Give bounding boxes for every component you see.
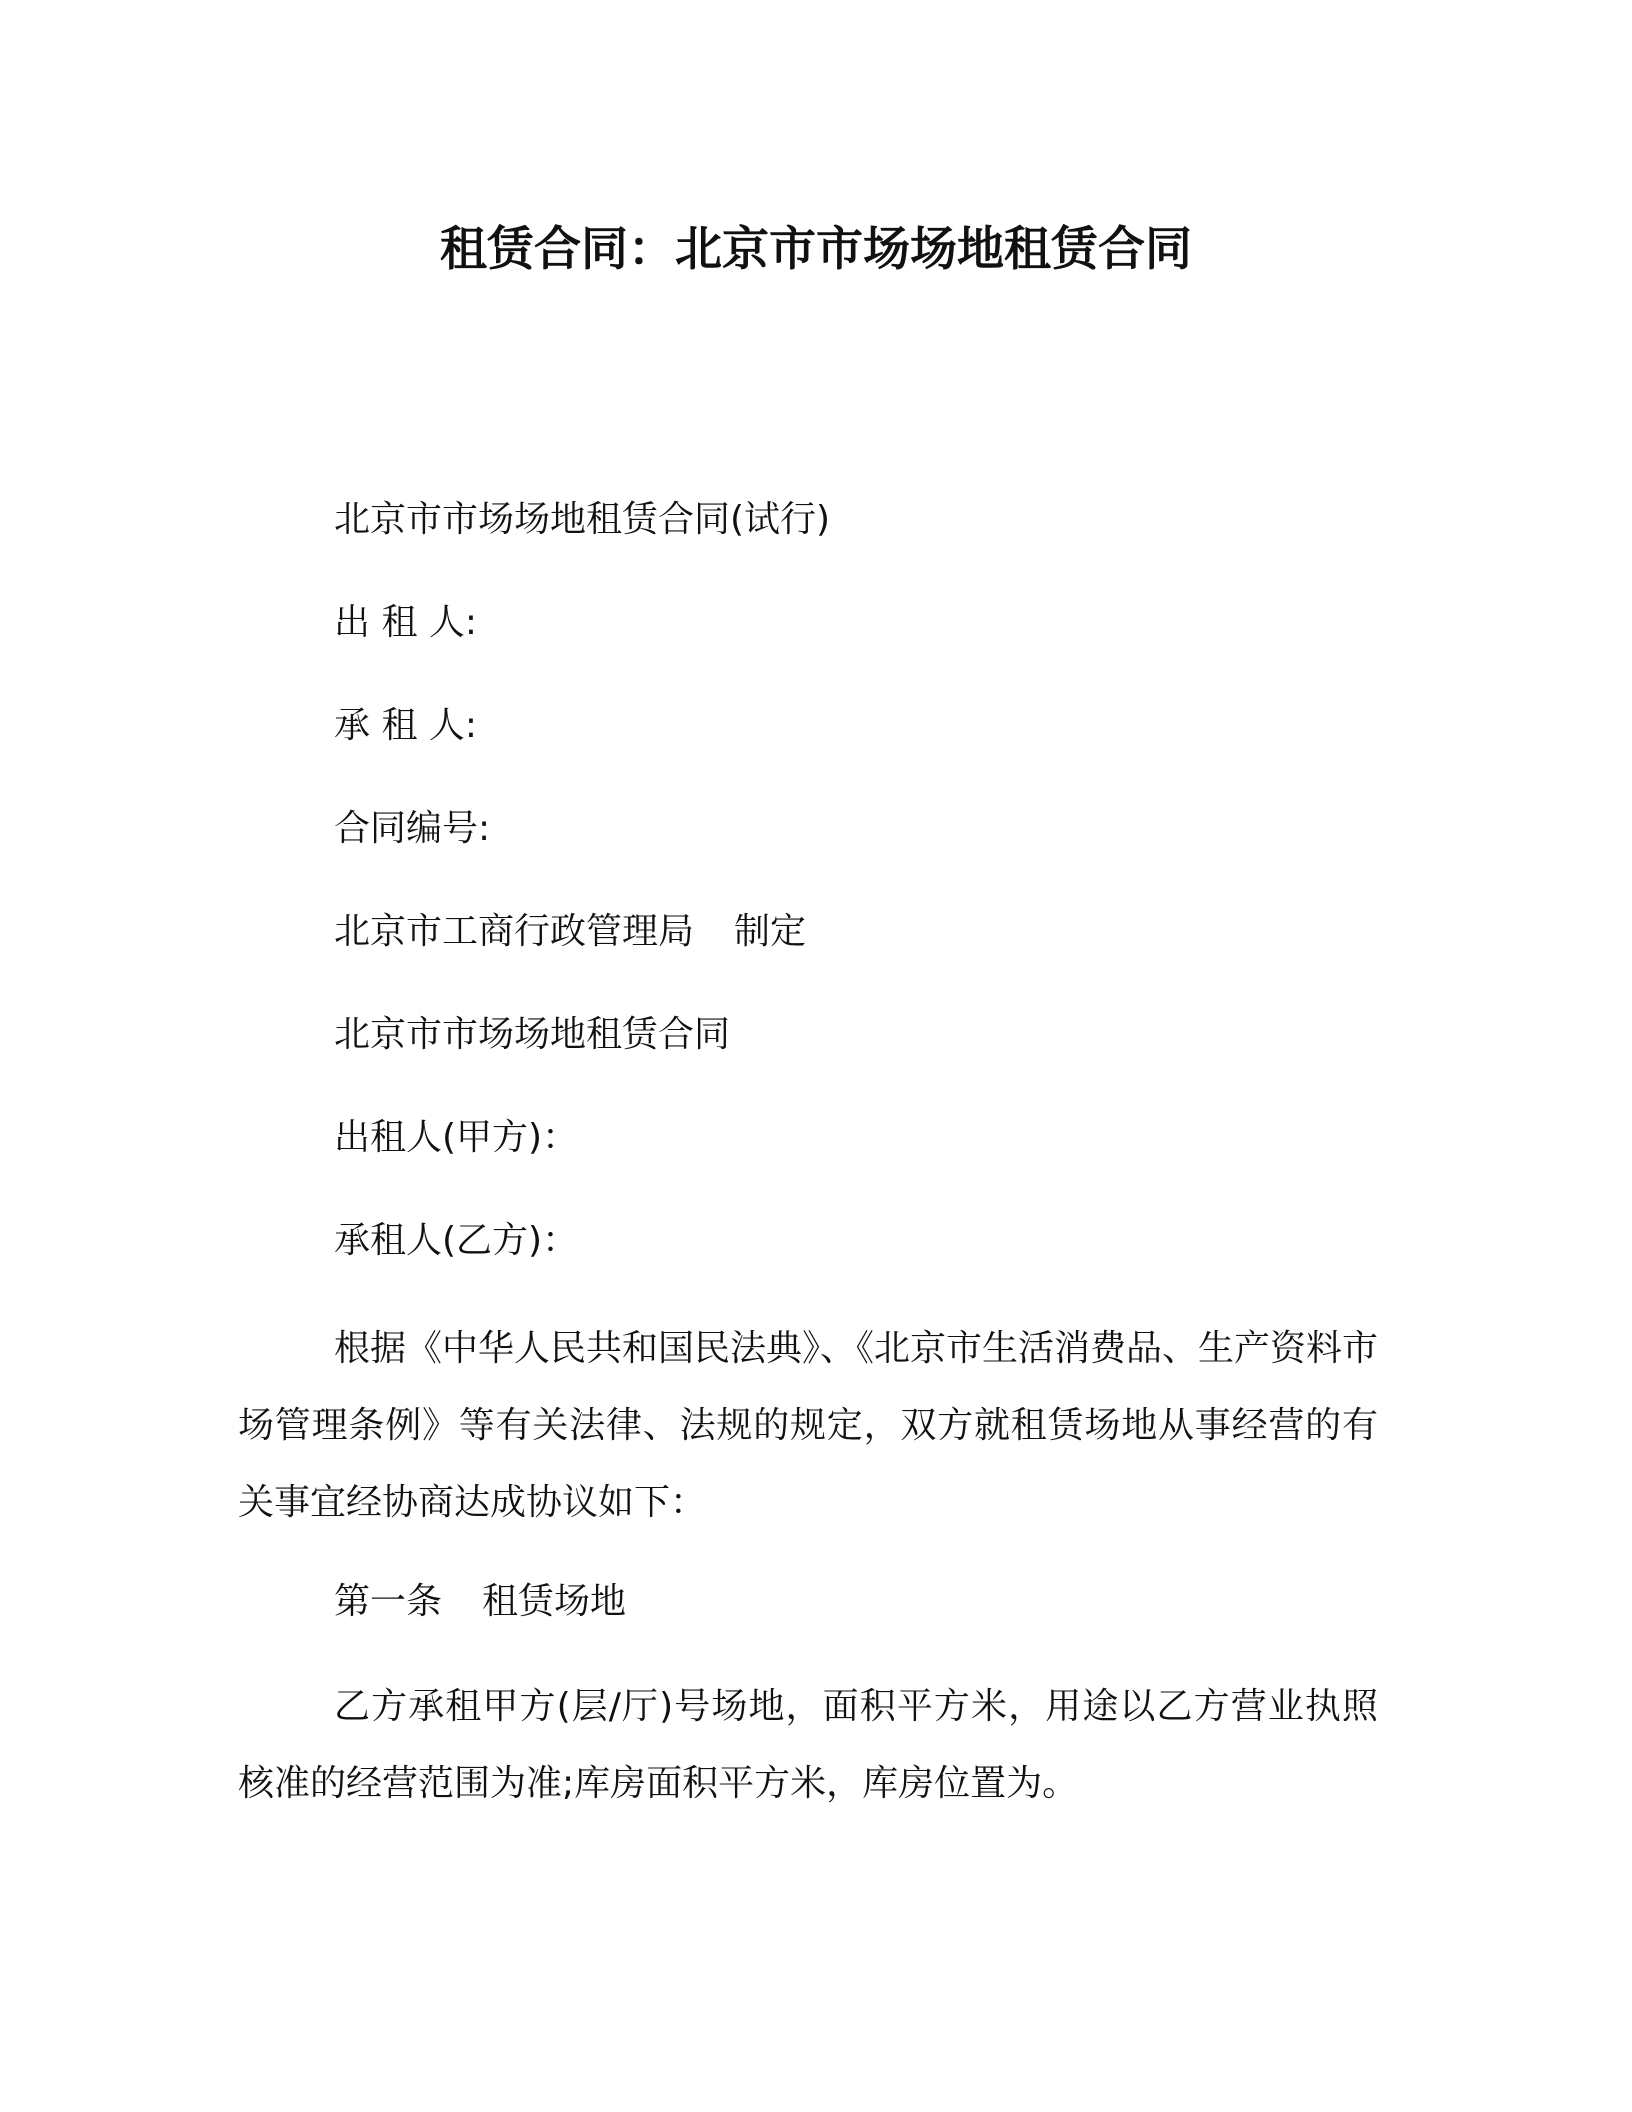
issuer-name: 北京市工商行政管理局	[334, 911, 695, 952]
lessee-label: 承 租 人:	[334, 705, 478, 746]
document-title: 租赁合同：北京市市场场地租赁合同	[440, 222, 1192, 277]
issuer-action: 制定	[734, 911, 807, 952]
issuer-line	[334, 908, 806, 956]
article-1-title: 租赁场地	[482, 1581, 627, 1622]
article-1-heading	[334, 1578, 626, 1626]
preamble-paragraph: 根据《中华人民共和国民法典》、《北京市生活消费品、生产资料市场管理条例》等有关法律、法规的规定，双方就租赁场地从事经营的有关事宜经协商达成协议如下：	[238, 1328, 1379, 1523]
lessor-label: 出 租 人:	[334, 602, 478, 643]
article-1-body: 乙方承租甲方(层/厅)号场地，面积平方米，用途以乙方营业执照核准的经营范围为准;库房面积平方米，库房位置为。	[238, 1686, 1378, 1804]
party-a-label: 出租人(甲方)：	[334, 1117, 579, 1158]
subtitle-trial: 北京市市场场地租赁合同(试行)	[334, 499, 831, 540]
party-b-label: 承租人(乙方)：	[334, 1220, 579, 1261]
article-1-number: 第一条	[334, 1581, 443, 1622]
contract-heading: 北京市市场场地租赁合同	[334, 1014, 731, 1055]
contract-number-label: 合同编号:	[334, 808, 491, 849]
